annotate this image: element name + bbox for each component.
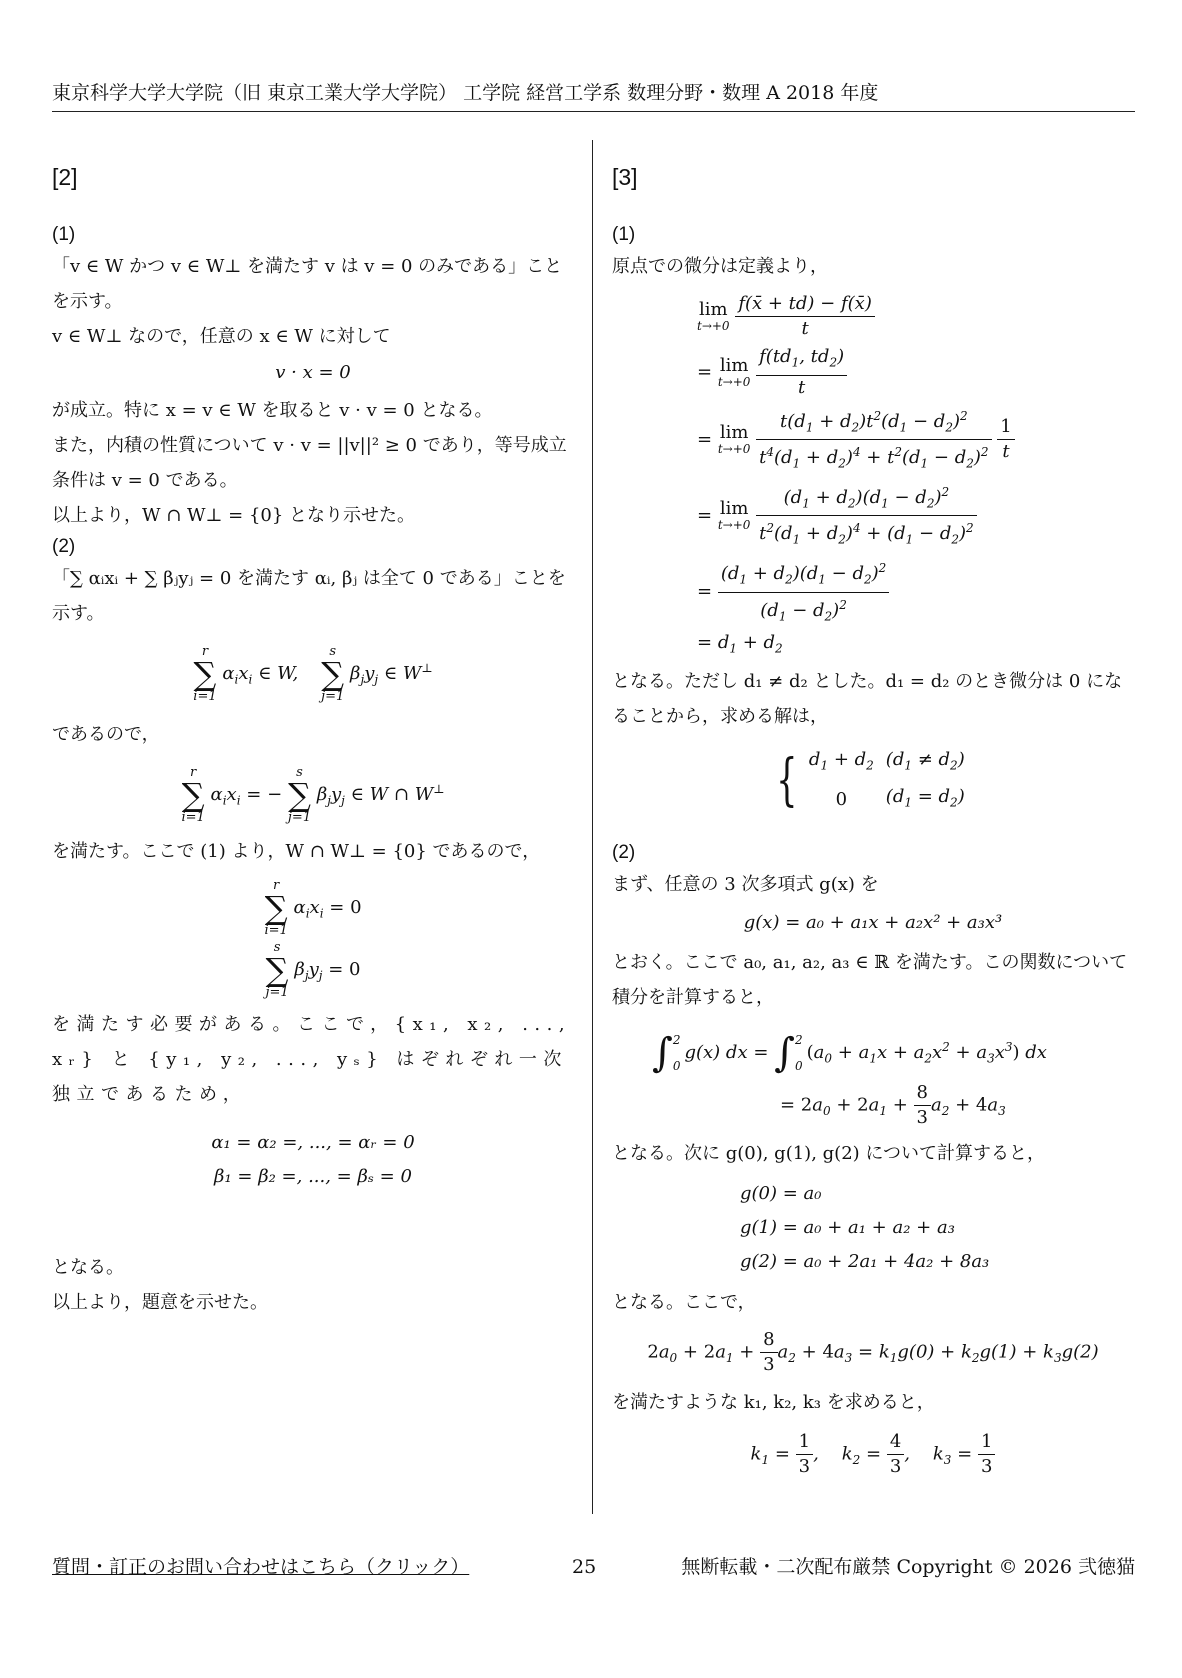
section-3-heading: [3] — [612, 164, 638, 190]
derivative-intro: 原点での微分は定義より， — [612, 256, 828, 277]
part-3-2-label: (2) — [612, 841, 636, 863]
page-footer — [52, 1552, 1135, 1582]
equation-all-zero — [52, 1126, 574, 1194]
page-header: 東京科学大学大学院（旧 東京工業大学大学院） 工学院 経営工学系 数理分野・数理 A 2018 年度 — [52, 82, 879, 104]
k-intro: となる。ここで， — [612, 1291, 756, 1313]
equation-polynomial: g(x) = a₀ + a₁x + a₂x² + a₃x³ — [743, 911, 1003, 933]
sum-symbol: r ∑ i=1 — [193, 644, 217, 704]
integral-equation: ∫ 2 0 g(x) dx = ∫ 2 0 $(a_0 + a_1x + a_2x^2 + a_3x^3)$ dx = $2a_0 + 2a_1$ + $\frac{8}{3}$ $a_2 + 4a_3$ — [652, 1029, 1047, 1128]
proof-text-9: を満たす必要がある。ここで，{x₁, x₂, ..., xᵣ} と {y₁, y₂, ..., yₛ} はぞれぞれ一次独立であるため， — [52, 1014, 572, 1105]
proof-text-8: を満たす。ここで (1) より，W ∩ W⊥ = {0} であるので， — [52, 841, 541, 862]
derivative-result-text: となる。ただし d₁ ≠ d₂ とした。d₁ = d₂ のとき微分は 0 になることから，求める解は， — [612, 670, 1123, 727]
sum-symbol: r ∑ i=1 — [264, 878, 288, 938]
sum-symbol: s ∑ j=1 — [321, 644, 345, 704]
sum-symbol: r ∑ i=1 — [181, 765, 205, 825]
proof-statement-2: 「∑ αᵢxᵢ + ∑ βⱼyⱼ = 0 を満たす αᵢ, βⱼ は全て 0 である」ことを示す。 — [52, 568, 566, 624]
equation-sum-intersection: r ∑ i=1 $\alpha_ix_i$ = − s ∑ j=1 $\beta_jy_j$ ∈ W ∩ W⊥ — [181, 765, 445, 825]
part-2-2-label: (2) — [52, 536, 76, 557]
equation-k-values: $k_1$ = $\frac{1}{3}$ , $k_2$ = $\frac{4}{3}$ , $k_3$ = $\frac{1}{3}$ — [612, 1430, 1134, 1479]
k-solve-text: を満たすような k₁, k₂, k₃ を求めると， — [612, 1391, 935, 1413]
proof-text-3: が成立。特に x = v ∈ W を取ると v · v = 0 となる。 — [52, 400, 493, 421]
equation-alpha-zero: α₁ = α₂ =, ..., = αᵣ = 0 — [211, 1132, 415, 1153]
g2-equation: g(2) = a₀ + 2a₁ + 4a₂ + 8a₃ — [740, 1250, 990, 1272]
header-rule — [52, 111, 1135, 112]
sum-symbol: s ∑ j=1 — [287, 765, 312, 825]
g-values — [612, 1177, 1134, 1279]
polynomial-intro: まず、任意の 3 次多項式 g(x) を — [612, 873, 879, 895]
left-column — [52, 160, 574, 1320]
part-2-1-label: (1) — [52, 224, 76, 245]
proof-conclusion: 以上より，題意を示せた。 — [52, 1292, 268, 1313]
right-column — [612, 160, 1134, 1479]
proof-text-5: 以上より，W ∩ W⊥ = {0} となり示せた。 — [52, 505, 416, 526]
integral-intro: とおく。ここで a₀, a₁, a₂, a₃ ∈ ℝ を満たす。この関数について積分を計算すると， — [612, 951, 1128, 1008]
equation-sums-zero: r ∑ i=1 $\alpha_ix_i = 0$ s ∑ j=1 $\beta_jy_j = 0$ — [264, 878, 362, 1000]
proof-statement-1: 「v ∈ W かつ v ∈ W⊥ を満たす v は v = 0 のみである」ことを示す。 — [52, 256, 563, 312]
page-number: 25 — [572, 1556, 597, 1578]
part-3-1-label: (1) — [612, 224, 636, 245]
column-divider — [592, 140, 593, 1514]
equation-sum-membership: r ∑ i=1 $\alpha_ix_i$ ∈ W, s ∑ j=1 $\beta_jy_j$ ∈ W⊥ — [193, 644, 433, 704]
g1-equation: g(1) = a₀ + a₁ + a₂ + a₃ — [740, 1216, 955, 1238]
equation-v-dot-x: v · x = 0 — [275, 362, 351, 383]
proof-text-7: であるので， — [52, 724, 160, 745]
limit-derivation: lim t→+0 $\frac{f(x̄ + td) - f(x̄)}{t}$ = lim t→+0 $\frac{f(td_1, td_2)}{t}$ = lim t→+0 $\frac{t(d_1 + d_2)t^2(d_1 - d_2)^2}{t^4(d_1 + d_2)^4 + t^2(d_1 - d_2)^2}$ $\frac{1}{t}$ = lim t→+0 $\frac{(d_1 + d_2)(d_1 - d_2)^2}{t^2(d_1 + d_2)^4 + (d_1 - d_2)^2}$ = $\frac{(d_1 + d_2)(d_1 - d_2)^2}{(d_1 - d_2)^2}$ = $d_1 + d_2$ — [612, 292, 1134, 656]
contact-link[interactable]: 質問・訂正のお問い合わせはこちら（クリック） — [52, 1556, 470, 1578]
copyright-notice: 無断転載・二次配布厳禁 Copyright © 2026 弐徳猫 — [681, 1556, 1135, 1578]
g-values-intro: となる。次に g(0), g(1), g(2) について計算すると， — [612, 1142, 1046, 1164]
section-2-heading: [2] — [52, 164, 78, 190]
piecewise-solution: { $d_1 + d_2$ $(d_1 \ne d_2)$ 0 $(d_1 = d_2)$ — [776, 748, 965, 814]
sum-symbol: s ∑ j=1 — [265, 940, 289, 1000]
proof-text-4: また，内積の性質について v · v = ||v||² ≥ 0 であり，等号成立条件は v = 0 である。 — [52, 435, 567, 491]
equation-beta-zero: β₁ = β₂ =, ..., = βₛ = 0 — [214, 1166, 412, 1187]
equation-k-condition: $2a_0 + 2a_1$ + $\frac{8}{3}$ $a_2 + 4a_3 = k_1g(0) + k_2g(1) + k_3g(2)$ — [647, 1328, 1099, 1375]
g0-equation: g(0) = a₀ — [740, 1182, 822, 1204]
proof-text-2: v ∈ W⊥ なので，任意の x ∈ W に対して — [52, 326, 391, 347]
proof-text-10: となる。 — [52, 1257, 124, 1278]
